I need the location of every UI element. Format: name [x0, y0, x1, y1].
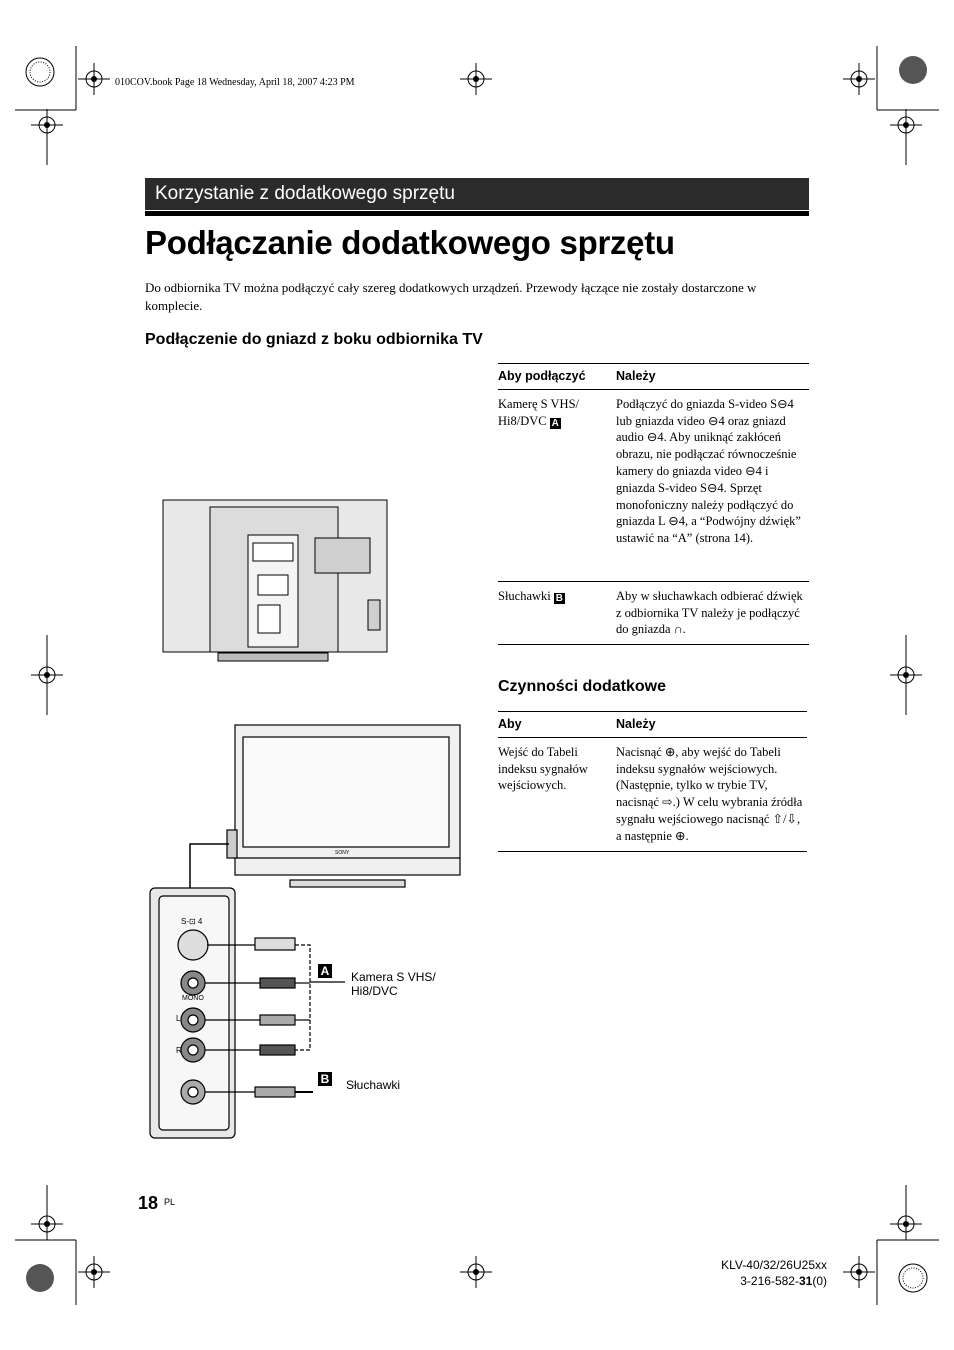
diagram-label-b: B [318, 1072, 332, 1086]
tv-front-connection-diagram [145, 720, 465, 1145]
table-cell: Nacisnąć ⊕, aby wejść do Tabeli indeksu sygnałów wejściowych. (Następnie, tylko w trybie TV, nacisnąć ⇨.) W celu wybrania źródła sygnału wejściowego nacisnąć ⇧/⇩, a następnie ⊕. [616, 737, 807, 851]
model-line [690, 1273, 827, 1289]
additional-operations-table [498, 711, 807, 852]
intro-paragraph: Do odbiornika TV można podłączyć cały szereg dodatkowych urządzeń. Przewody łączące nie zostały dostarczone w komplecie. [145, 280, 757, 313]
cell-text: Słuchawki [498, 588, 551, 603]
table-cell [498, 389, 616, 581]
table-header-row [498, 364, 809, 390]
table-cell: Aby w słuchawkach odbierać dźwięk z odbiornika TV należy je podłączyć do gniazda ∩. [616, 581, 809, 644]
print-header: 010COV.book Page 18 Wednesday, April 18, 2007 4:23 PM [115, 77, 355, 88]
subheading-additional-operations: Czynności dodatkowe [498, 678, 667, 695]
tv-brand-label: SONY [335, 850, 350, 856]
letter-badge: A [551, 417, 559, 429]
section-divider [145, 211, 809, 216]
table-cell: Podłączyć do gniazda S-video S⊖4 lub gniazda video ⊖4 oraz gniazd audio ⊖4. Aby uniknąć zakłóceń obrazu, nie podłączać równocześnie kamery do gniazda video ⊖4 i gniazda S-video S⊖4. Sprzęt monofoniczny należy podłączyć do gniazda L ⊖4, a “Podwójny dźwięk” ustawić na “A” (strona 14). [616, 389, 809, 581]
panel-r-label: R [176, 1046, 182, 1055]
camcorder-label-line: Hi8/DVC [351, 984, 398, 998]
page-title: Podłączanie dodatkowego sprzętu [145, 224, 675, 261]
cell-text: Kamerę S VHS/ Hi8/DVC [498, 396, 580, 428]
model-code-prefix: 3-216-582- [740, 1274, 799, 1288]
column-header: Aby podłączyć [498, 364, 616, 390]
model-code-suffix: (0) [812, 1274, 827, 1288]
table-header-row [498, 712, 807, 738]
camcorder-label-line: Kamera S VHS/ [351, 970, 436, 984]
tv-rear-illustration [160, 495, 390, 665]
table-row [498, 581, 809, 644]
camcorder-label [351, 970, 436, 998]
column-header: Należy [616, 712, 807, 738]
panel-mono-label: MONO [182, 995, 204, 1002]
table-cell [498, 581, 616, 644]
page-number: 18 [138, 1193, 159, 1213]
table-cell: Wejść do Tabeli indeksu sygnałów wejściowych. [498, 737, 616, 851]
panel-l-label: L [176, 1014, 181, 1023]
table-row [498, 389, 809, 581]
model-code-bold: 31 [798, 1274, 813, 1288]
table-row [498, 737, 807, 851]
letter-badge: B [555, 592, 564, 604]
connection-table [498, 363, 809, 645]
page-language: PL [164, 1197, 176, 1207]
model-line: KLV-40/32/26U25xx [721, 1258, 827, 1272]
column-header: Należy [616, 364, 809, 390]
column-header: Aby [498, 712, 616, 738]
model-code [690, 1257, 827, 1289]
headphones-label: Słuchawki [346, 1078, 401, 1092]
panel-svideo-label: S-⊡ 4 [181, 917, 203, 926]
diagram-label-a: A [318, 964, 332, 978]
section-title: Korzystanie z dodatkowego sprzętu [155, 183, 455, 204]
subheading-side-jacks: Podłączenie do gniazd z boku odbiornika TV [145, 331, 483, 348]
